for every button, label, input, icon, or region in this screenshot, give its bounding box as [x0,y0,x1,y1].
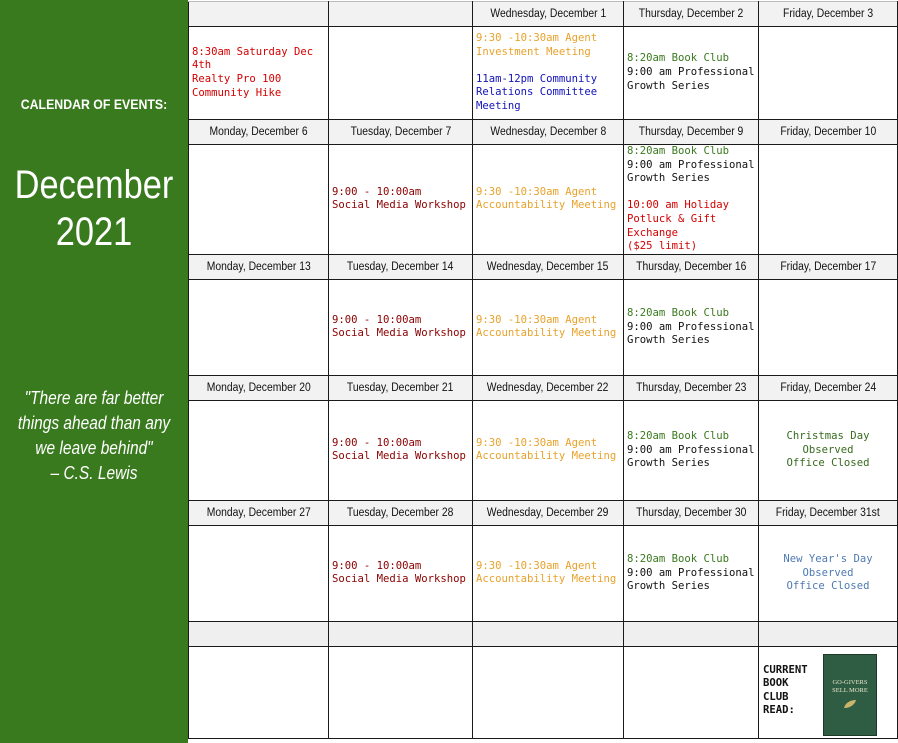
day-header: Friday, December 31st [759,500,898,525]
day-header [189,621,329,646]
event-line: 9:00 am Professional [627,443,755,456]
day-header: Wednesday, December 1 [473,2,624,27]
day-cell[interactable] [329,646,473,738]
week-header-row [189,500,898,525]
day-cell[interactable] [189,400,329,500]
day-cell[interactable] [759,145,898,255]
event-line: Social Media Workshop [332,573,466,586]
event-line: Social Media Workshop [332,199,466,212]
day-header: Tuesday, December 7 [329,120,473,145]
event-line: Accountability Meeting [476,573,617,586]
week-header-row [189,2,898,27]
book-club-cell [759,646,898,738]
day-cell[interactable] [759,27,898,120]
day-cell[interactable] [624,646,759,738]
event-line: Growth Series [627,334,710,347]
day-header: Thursday, December 23 [624,375,759,400]
quote-author: – C.S. Lewis [50,463,138,483]
event-line: Community Hike [192,86,282,99]
day-cell[interactable] [759,279,898,375]
quote-line: things ahead than any [17,413,171,433]
event-line: 11am-12pm Community [476,72,598,85]
event-line: Investment Meeting [476,45,591,58]
event-line: Growth Series [627,172,710,185]
event-line: 9:00 - 10:00am [332,313,422,326]
event-line: New Year's Day Observed [783,552,873,579]
event-line: 9:00 am Professional [627,158,755,171]
day-header: Monday, December 27 [189,500,329,525]
quote-line: "There are far better [24,388,164,408]
week-header-row [189,254,898,279]
event-line: Accountability Meeting [476,450,617,463]
event-line: 9:30 -10:30am Agent [476,185,598,198]
day-header: Tuesday, December 21 [329,375,473,400]
event-line: 9:00 - 10:00am [332,559,422,572]
event-line: Potluck & Gift Exchange [627,212,717,239]
day-header: Wednesday, December 29 [473,500,624,525]
event-line: 9:00 am Professional [627,566,755,579]
event-line: 8:20am Book Club [627,429,730,442]
day-cell[interactable] [189,646,329,738]
day-cell[interactable] [189,525,329,621]
quote [13,386,175,486]
day-cell[interactable] [759,400,898,500]
day-header: Wednesday, December 22 [473,375,624,400]
event-line: Accountability Meeting [476,199,617,212]
week-header-row [189,621,898,646]
day-cell[interactable] [189,145,329,255]
day-cell[interactable] [473,525,624,621]
day-cell[interactable] [329,279,473,375]
event-line: 9:30 -10:30am Agent [476,313,598,326]
day-cell[interactable] [624,27,759,120]
day-cell[interactable] [473,400,624,500]
week-row [189,400,898,500]
day-header: Monday, December 6 [189,120,329,145]
day-cell[interactable] [759,525,898,621]
day-cell[interactable] [329,27,473,120]
day-cell[interactable] [329,400,473,500]
event-line: Realty Pro 100 [192,73,282,85]
event-line: 9:00 - 10:00am [332,436,422,449]
event-line: Accountability Meeting [476,327,617,340]
event-line: ($25 limit) [627,240,698,253]
day-cell[interactable] [624,400,759,500]
day-cell[interactable] [473,27,624,120]
event-line: Growth Series [627,79,710,92]
event-line: 9:30 -10:30am Agent [476,32,598,45]
day-cell[interactable] [624,279,759,375]
day-cell[interactable] [329,145,473,255]
day-header: Thursday, December 30 [624,500,759,525]
day-header: Friday, December 10 [759,120,898,145]
event-line: Office Closed [786,580,870,593]
event-line: 8:20am Book Club [627,306,730,319]
event-line: Social Media Workshop [332,327,466,340]
event-line: Relations Committee [476,86,598,99]
day-header [473,621,624,646]
event-line: 9:00 am Professional [627,320,755,333]
quote-line: we leave behind" [35,438,153,458]
day-header [189,2,329,27]
day-header: Monday, December 13 [189,254,329,279]
event-line: 9:00 - 10:00am [332,185,422,198]
leaf-icon [843,699,857,709]
event-line: Office Closed [786,457,870,470]
month-year-title [13,162,175,256]
day-header: Thursday, December 2 [624,2,759,27]
day-header: Tuesday, December 28 [329,500,473,525]
day-cell[interactable] [329,525,473,621]
event-line: 8:30am Saturday Dec 4th [192,45,314,72]
day-cell[interactable] [624,525,759,621]
day-header [624,621,759,646]
event-line: Meeting [476,100,521,113]
event-line: 10:00 am Holiday [627,199,730,212]
day-header: Thursday, December 9 [624,120,759,145]
day-header: Tuesday, December 14 [329,254,473,279]
day-cell[interactable] [189,279,329,375]
week-row [189,145,898,255]
week-row [189,279,898,375]
day-cell[interactable] [473,279,624,375]
book-club-label: CURRENT BOOK CLUB READ: [763,663,808,717]
week-row [189,27,898,120]
event-line: Growth Series [627,580,710,593]
book-cover-image [823,654,877,736]
day-header: Wednesday, December 15 [473,254,624,279]
day-header: Wednesday, December 8 [473,120,624,145]
week-header-row [189,375,898,400]
event-line: 9:30 -10:30am Agent [476,559,598,572]
calendar-label: CALENDAR OF EVENTS: [20,96,168,112]
day-header [759,621,898,646]
sidebar [0,0,188,743]
event-line: Social Media Workshop [332,450,466,463]
book-cover-title: GO-GIVERS SELL MORE [832,678,868,694]
week-row [189,525,898,621]
event-line: 9:00 am Professional [627,66,755,79]
week-row [189,646,898,738]
day-cell[interactable] [473,646,624,738]
calendar-grid [188,1,898,739]
day-cell[interactable] [624,145,759,255]
week-header-row [189,120,898,145]
year-title: 2021 [55,210,133,254]
day-header [329,2,473,27]
day-cell[interactable] [473,145,624,255]
day-header: Friday, December 17 [759,254,898,279]
day-header [329,621,473,646]
day-header: Monday, December 20 [189,375,329,400]
event-line: 8:20am Book Club [627,145,730,157]
day-header: Friday, December 24 [759,375,898,400]
day-header: Friday, December 3 [759,2,898,27]
day-header: Thursday, December 16 [624,254,759,279]
event-line: 9:30 -10:30am Agent [476,436,598,449]
event-line: 8:20am Book Club [627,552,730,565]
event-line: 8:20am Book Club [627,52,730,65]
month-title: December [14,163,174,207]
day-cell[interactable] [189,27,329,120]
event-line: Christmas Day Observed [786,429,870,456]
event-line: Growth Series [627,457,710,470]
